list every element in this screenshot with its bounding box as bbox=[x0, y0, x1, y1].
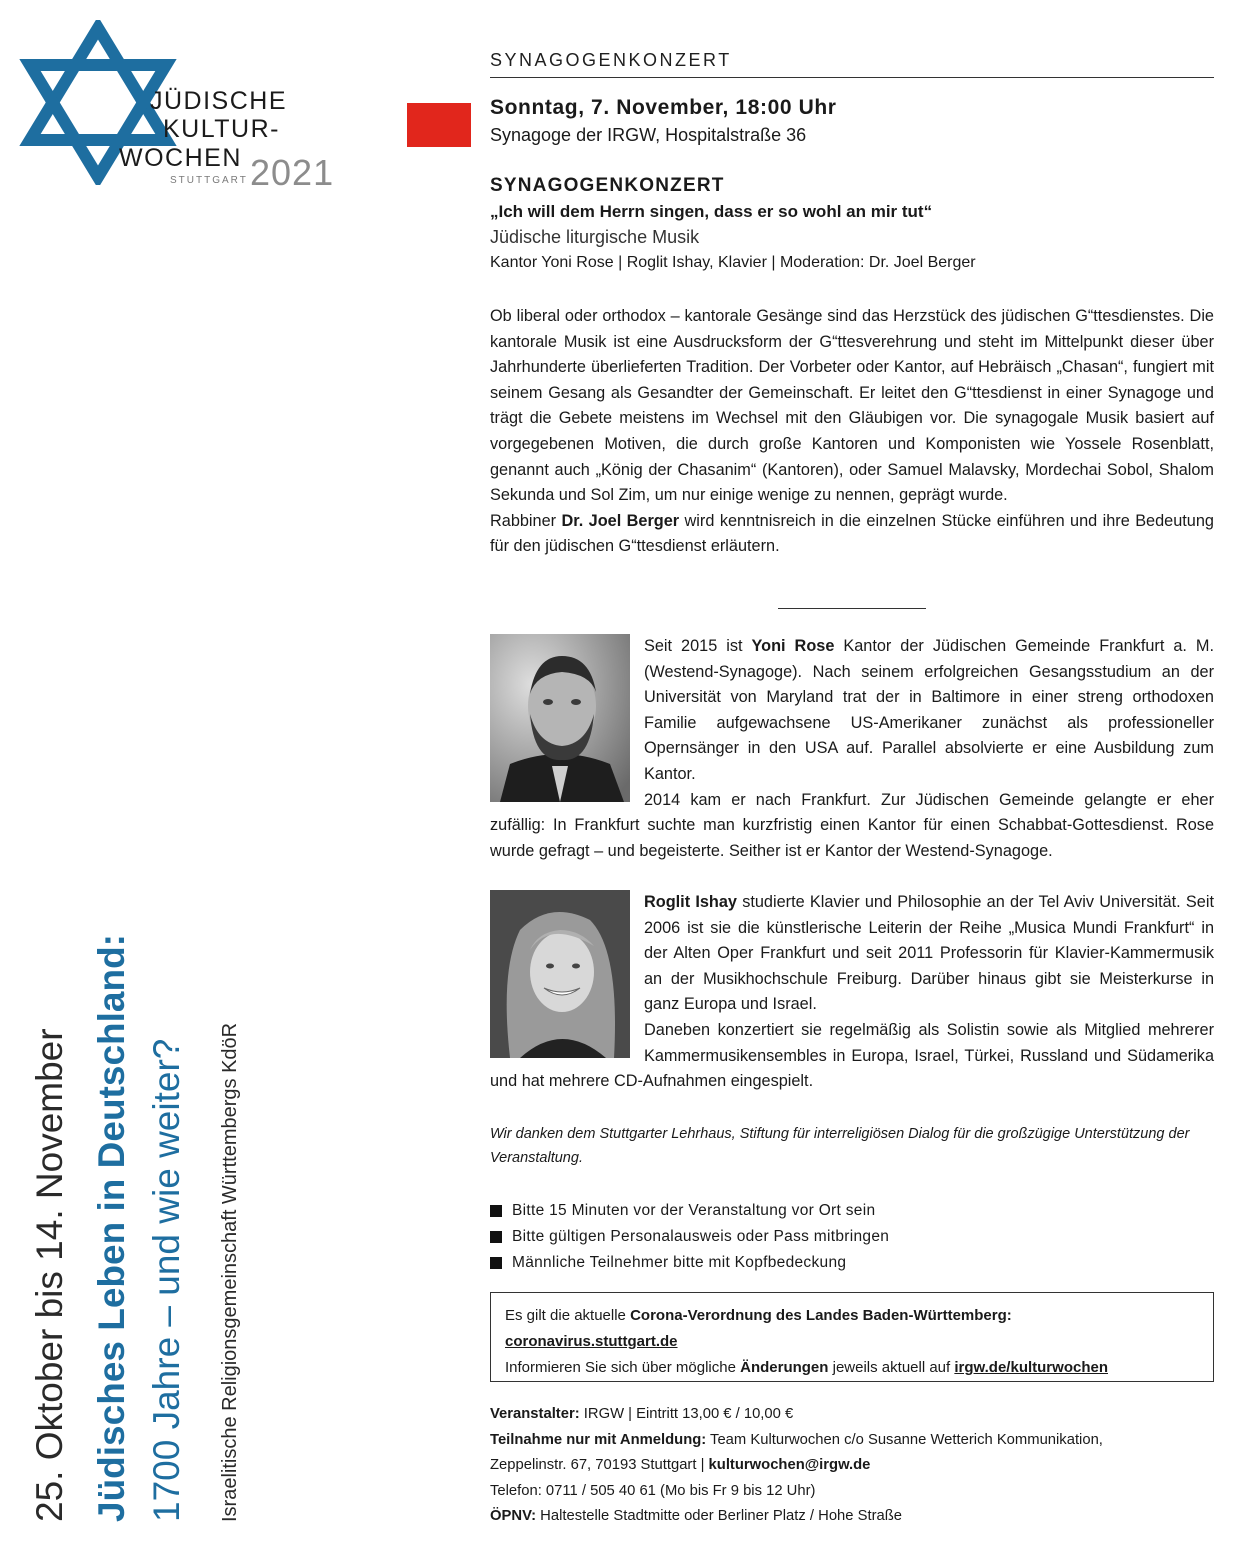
note-item bbox=[490, 1250, 889, 1276]
intro-rabbi-post: wird kenntnisreich in die einzelnen Stücke einführen und ihre Bedeutung für den jüdischen G“ttesdienst erläutern. bbox=[490, 511, 1214, 556]
intro-text bbox=[490, 304, 1214, 560]
main-content bbox=[490, 50, 1214, 1524]
bio-ishay-name: Roglit Ishay bbox=[644, 893, 737, 911]
portrait-roglit-ishay bbox=[490, 890, 630, 1058]
bio-ishay-text: studierte Klavier und Philosophie an der Tel Aviv Universität. Seit 2006 ist sie die künstlerische Leiterin der Reihe „Musica Mundi Frankfurt“ in der Alten Oper Frankfurt und seit 2011 Professorin für Klavier-Kammermusik an der Musikhochschule Freiburg. Darüber hinaus gibt sie Meisterkurse in ganz Europa und Israel. bbox=[644, 893, 1214, 1014]
festival-title: Jüdisches Leben in Deutschland: bbox=[91, 933, 132, 1522]
organizer-name: Israelitische Religionsgemeinschaft Württembergs KdöR bbox=[219, 1022, 241, 1522]
event-date: Sonntag, 7. November, 18:00 Uhr bbox=[490, 96, 837, 119]
bullet-square-icon bbox=[490, 1257, 502, 1269]
divider bbox=[778, 608, 926, 609]
organizer-label: Veranstalter: bbox=[490, 1406, 580, 1422]
registration-value: Team Kulturwochen c/o Susanne Wetterich Kommunikation, bbox=[706, 1431, 1103, 1448]
intro-paragraph: Ob liberal oder orthodox – kantorale Gesänge sind das Herzstück des jüdischen G“ttesdienstes. Die kantorale Musik ist eine Ausdrucksform der G“ttesverehrung und steht im Mittelpunkt dieser über Jahrhunderte überlieferten Tradition. Der Vorbeter oder Kantor, auf Hebräisch „Chasan“, fungiert mit seinem Gesang als Gesandter der Gemeinschaft. Er leitet den G“ttesdienst in einer Synagoge und trägt die Gebete meistens im Wechsel mit den Gläubigen vor. Die synagogale Musik basiert auf vorgegebenen Motiven, die durch große Kantoren und Komponisten wie Yossele Rosenblatt, genannt auch „König der Chasanim“ (Kantoren), oder Samuel Malavsky, Mordechai Sobol, Shalom Sekunda und Sol Zim, um nur einige wenige zu nennen, geprägt wurde. bbox=[490, 307, 1214, 505]
registration-label: Teilnahme nur mit Anmeldung: bbox=[490, 1431, 707, 1448]
rabbi-name: Dr. Joel Berger bbox=[561, 511, 680, 530]
event-info bbox=[490, 1402, 1103, 1530]
logo-word-3: WOCHEN bbox=[119, 144, 242, 172]
phone: Telefon: 0711 / 505 40 61 (Mo bis Fr 9 bis 12 Uhr) bbox=[490, 1482, 816, 1499]
email-link[interactable]: kulturwochen@irgw.de bbox=[708, 1457, 871, 1473]
event-quote: „Ich will dem Herrn singen, dass er so wohl an mir tut“ bbox=[490, 202, 933, 221]
note-text: Bitte 15 Minuten vor der Veranstaltung vor Ort sein bbox=[512, 1202, 876, 1219]
organizer-value: IRGW | Eintritt 13,00 € / 10,00 € bbox=[579, 1406, 794, 1422]
corona-changes: Änderungen bbox=[740, 1359, 829, 1376]
section-label: SYNAGOGENKONZERT bbox=[490, 50, 1214, 78]
note-text: Männliche Teilnehmer bitte mit Kopfbedeckung bbox=[512, 1254, 847, 1271]
corona-info-pre: Informieren Sie sich über mögliche bbox=[505, 1359, 741, 1376]
logo-year: 2021 bbox=[250, 152, 335, 193]
bullet-square-icon bbox=[490, 1205, 502, 1217]
festival-logo bbox=[18, 20, 348, 193]
event-genre: Jüdische liturgische Musik bbox=[490, 227, 700, 247]
event-title: SYNAGOGENKONZERT bbox=[490, 175, 725, 196]
corona-notice bbox=[490, 1292, 1214, 1382]
date-marker bbox=[407, 103, 471, 147]
visitor-notes bbox=[490, 1198, 889, 1276]
corona-regulation: Corona-Verordnung des Landes Baden-Württemberg: bbox=[630, 1307, 1012, 1324]
logo-word-2: KULTUR- bbox=[163, 115, 280, 143]
irgw-link[interactable]: irgw.de/kulturwochen bbox=[954, 1359, 1108, 1376]
event-venue: Synagoge der IRGW, Hospitalstraße 36 bbox=[490, 125, 807, 145]
festival-dates: 25. Oktober bis 14. November bbox=[29, 1028, 70, 1522]
bio-rose-text: Kantor der Jüdischen Gemeinde Frankfurt a. M. (Westend-Synagoge). Nach seinem erfolgreichen Gesangsstudium an der Universität von Maryland trat der in Baltimore in einer streng orthodoxen Familie aufgewachsene US-Amerikaner zunächst als professioneller Opernsänger in den USA auf. Parallel absolvierte er eine Ausbildung zum Kantor. bbox=[644, 637, 1214, 783]
transit-label: ÖPNV: bbox=[490, 1508, 537, 1524]
transit-value: Haltestelle Stadtmitte oder Berliner Platz / Hohe Straße bbox=[536, 1508, 903, 1524]
bio-rose-pre: Seit 2015 ist bbox=[644, 637, 752, 655]
bio-rose-text-2: 2014 kam er nach Frankfurt. Zur Jüdischen Gemeinde gelangte er eher zufällig: In Frankfurt suchte man kurzfristig einen Kantor für einen Schabbat-Gottesdienst. Rose wurde gefragt – und begeisterte. Seither ist er Kantor der Westend-Synagoge. bbox=[490, 790, 1214, 860]
festival-subtitle: 1700 Jahre – und wie weiter? bbox=[146, 1038, 187, 1522]
corona-pre: Es gilt die aktuelle bbox=[505, 1307, 631, 1324]
bullet-square-icon bbox=[490, 1231, 502, 1243]
note-item bbox=[490, 1198, 889, 1224]
bio-roglit-ishay bbox=[490, 890, 1214, 1095]
note-text: Bitte gültigen Personalausweis oder Pass mitbringen bbox=[512, 1228, 890, 1245]
bio-rose-name: Yoni Rose bbox=[751, 637, 835, 655]
bio-ishay-text-2: Daneben konzertiert sie regelmäßig als Solistin sowie als Mitglied mehrerer Kammermusikensembles in Europa, Israel, Türkei, Russland und Südamerika und hat mehrere CD-Aufnahmen eingespielt. bbox=[490, 1020, 1214, 1091]
bio-yoni-rose bbox=[490, 634, 1214, 864]
logo-city: STUTTGART bbox=[170, 175, 248, 186]
note-item bbox=[490, 1224, 889, 1250]
corona-info-mid: jeweils aktuell auf bbox=[828, 1359, 955, 1376]
intro-rabbi-pre: Rabbiner bbox=[490, 511, 562, 530]
acknowledgement: Wir danken dem Stuttgarter Lehrhaus, Stiftung für interreligiösen Dialog für die großzügige Unterstützung der Veranstaltung. bbox=[490, 1126, 1190, 1166]
portrait-yoni-rose bbox=[490, 634, 630, 802]
corona-link[interactable]: coronavirus.stuttgart.de bbox=[505, 1333, 678, 1350]
logo-word-1: JÜDISCHE bbox=[150, 87, 288, 115]
event-credits: Kantor Yoni Rose | Roglit Ishay, Klavier | Moderation: Dr. Joel Berger bbox=[490, 254, 976, 271]
address: Zeppelinstr. 67, 70193 Stuttgart | bbox=[490, 1457, 709, 1473]
